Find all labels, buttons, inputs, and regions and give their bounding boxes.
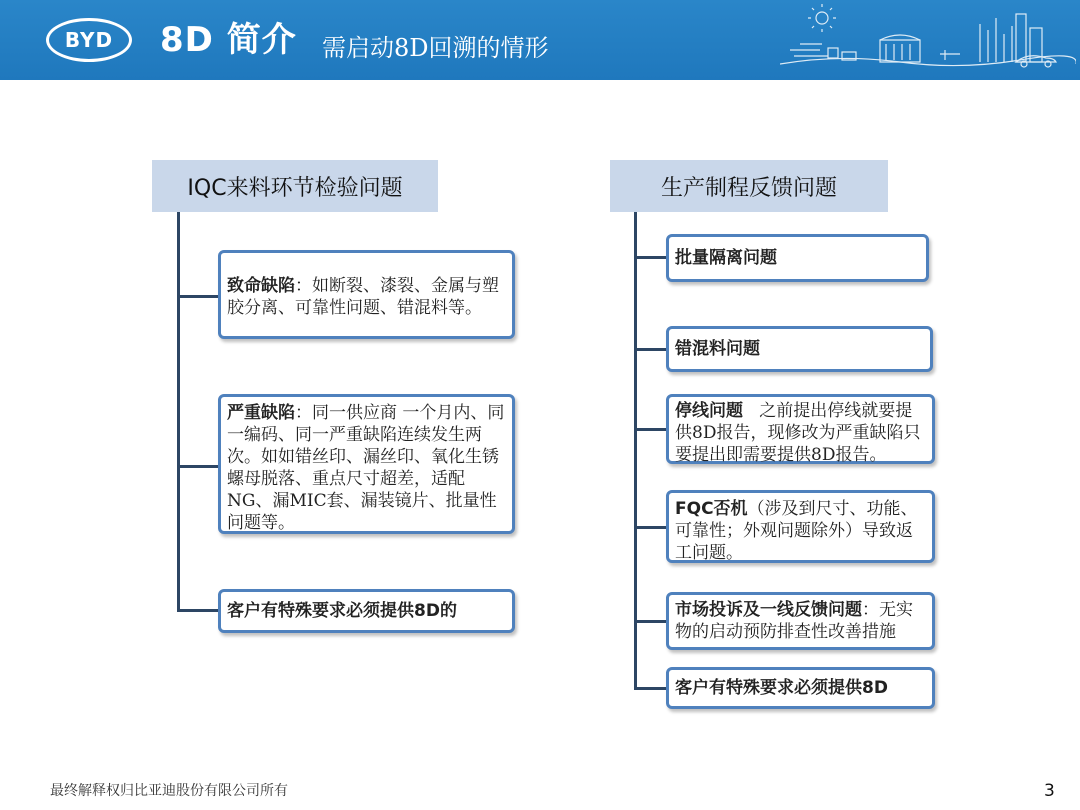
item-text: 如断裂、漆裂、金属与塑胶分离、可靠性问题、错混料等。 [227,276,499,318]
page-subtitle: 需启动8D回溯的情形 [322,34,549,62]
left-trunk-line [177,212,180,612]
item-text: 之前提出停线就要提供8D报告，现修改为严重缺陷只要提出即需要提供8D报告。 [675,401,921,465]
right-trunk-line [634,212,637,690]
iqc-item-customer-requirement [218,589,515,633]
item-text: 无实物的启动预防排查性改善措施 [675,600,913,642]
item-label: 错混料问题 [675,339,760,359]
item-label: 批量隔离问题 [675,248,777,268]
item-label: 严重缺陷 [227,403,295,423]
left-branch-3 [177,609,219,612]
right-branch-3 [634,428,667,431]
item-separator: ： [862,600,879,620]
city-skyline-illustration [780,4,1076,78]
production-item-mixed-material [666,326,933,372]
item-label: 停线问题 [675,401,743,421]
production-item-customer-requirement [666,667,935,709]
item-label: 客户有特殊要求必须提供8D [675,678,888,698]
item-separator: ： [295,276,312,296]
item-label: 致命缺陷 [227,276,295,296]
production-item-batch-isolation [666,234,929,282]
left-branch-1 [177,295,219,298]
production-item-fqc-rejection [666,490,935,563]
iqc-item-severe-defect [218,394,515,534]
item-separator [743,401,759,421]
left-branch-2 [177,465,219,468]
item-label: FQC否机 [675,499,748,519]
copyright-notice: 最终解释权归比亚迪股份有限公司所有 [50,783,288,799]
production-item-market-complaint [666,592,935,650]
byd-logo: BYD [46,18,132,62]
iqc-category-header: IQC来料环节检验问题 [152,160,438,212]
page-number: 3 [1044,781,1055,801]
right-branch-2 [634,348,667,351]
right-branch-4 [634,526,667,529]
item-separator: ： [295,403,312,423]
item-text: 同一供应商 一个月内、同一编码、同一严重缺陷连续发生两次。如如错丝印、漏丝印、氧化生锈螺母脱落、重点尺寸超差，适配NG、漏MIC套、漏装镜片、批量性问题等。 [227,403,505,533]
item-label: 客户有特殊要求必须提供8D的 [227,601,457,621]
header-bar [0,0,1080,80]
right-branch-6 [634,687,667,690]
right-branch-5 [634,620,667,623]
production-category-header: 生产制程反馈问题 [610,160,888,212]
production-item-line-stop [666,394,935,464]
item-text: （涉及到尺寸、功能、可靠性；外观问题除外）导致返工问题。 [675,499,918,563]
iqc-item-fatal-defect [218,250,515,339]
page-title: 8D 简介 [160,20,297,60]
item-label: 市场投诉及一线反馈问题 [675,600,862,620]
right-branch-1 [634,256,667,259]
